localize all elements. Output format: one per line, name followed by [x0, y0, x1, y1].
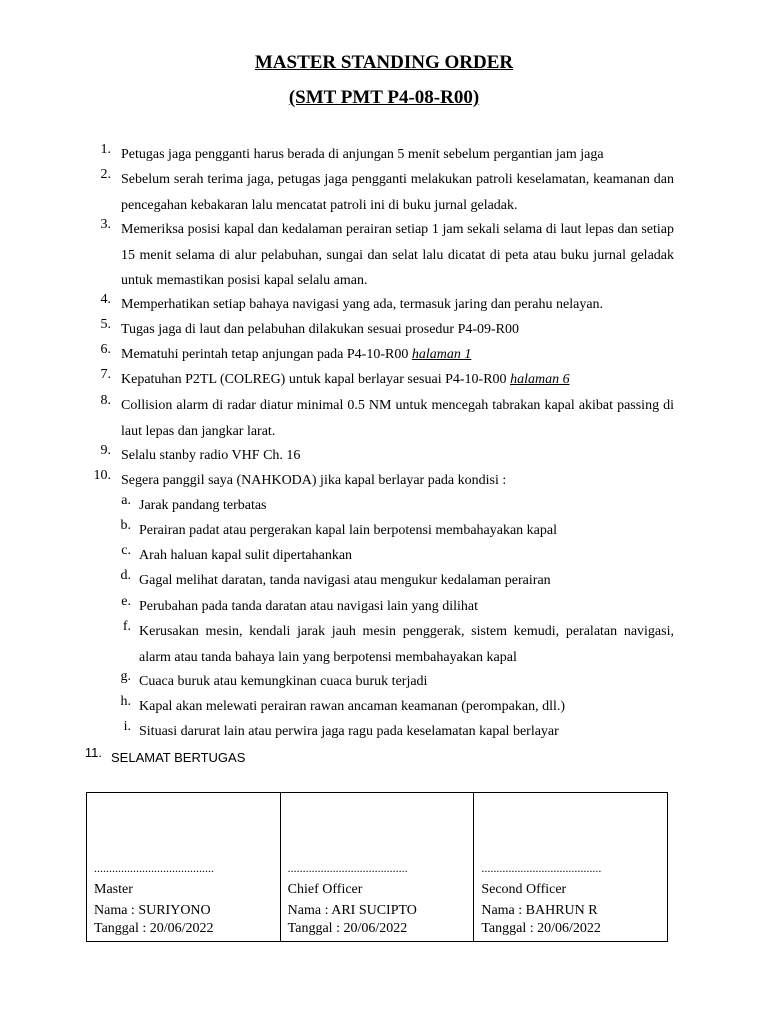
sub-item-letter: g. [120, 669, 131, 684]
sub-item-text: Jarak pandang terbatas [139, 498, 267, 513]
signature-date: Tanggal : 20/06/2022 [287, 921, 408, 936]
signature-cell-chief-officer [280, 793, 474, 941]
signature-cell-second-officer [473, 793, 667, 941]
signature-line: ........................................ [481, 861, 602, 875]
item-number: 1. [100, 142, 111, 157]
signature-cell-master [87, 793, 280, 941]
item-text: Memperhatikan setiap bahaya navigasi yang ada, termasuk jaring dan perahu nelayan. [121, 297, 604, 312]
signature-table [86, 792, 668, 942]
sub-item-text: Cuaca buruk atau kemungkinan cuaca buruk terjadi [139, 674, 428, 689]
sub-item-text: Arah haluan kapal sulit dipertahankan [139, 548, 353, 563]
signature-date: Tanggal : 20/06/2022 [94, 921, 214, 936]
item-text [121, 367, 674, 393]
item-text: Selalu stanby radio VHF Ch. 16 [121, 448, 301, 463]
sub-item-text: Perairan padat atau pergerakan kapal lain berpotensi membahayakan kapal [139, 523, 557, 538]
sub-item-letter: f. [122, 619, 131, 634]
item-number: 3. [100, 217, 111, 232]
sub-item-letter: h. [120, 694, 131, 709]
sub-item-text: Situasi darurat lain atau perwira jaga ragu pada keselamatan kapal berlayar [139, 724, 559, 739]
item-number: 10. [93, 468, 111, 483]
signature-role: Master [94, 882, 133, 897]
item-number: 9. [100, 443, 111, 458]
item-number: 8. [100, 393, 111, 408]
document-subtitle: (SMT PMT P4-08-R00) [288, 87, 480, 108]
sub-item-letter: b. [120, 518, 131, 533]
signature-name: Nama : BAHRUN R [481, 903, 598, 918]
signature-role: Chief Officer [287, 882, 363, 897]
signature-line: ........................................ [287, 861, 408, 875]
signature-name: Nama : ARI SUCIPTO [287, 903, 417, 918]
item-number: 7. [100, 367, 111, 382]
item-number: 2. [100, 167, 111, 182]
signature-role: Second Officer [481, 882, 567, 897]
signature-date: Tanggal : 20/06/2022 [481, 921, 601, 936]
item-number: 5. [100, 317, 111, 332]
sub-item-text: Perubahan pada tanda daratan atau navigasi lain yang dilihat [139, 599, 478, 614]
sub-item-text: Gagal melihat daratan, tanda navigasi atau mengukur kedalaman perairan [139, 573, 551, 588]
sub-item-letter: a. [121, 493, 131, 508]
sub-item-letter: e. [121, 594, 131, 609]
sub-item-letter: c. [121, 543, 131, 558]
document-title: MASTER STANDING ORDER [254, 52, 514, 73]
item-text [121, 342, 674, 368]
item-text: Collision alarm di radar diatur minimal 0.5 NM untuk mencegah tabrakan kapal akibat passing di laut lepas dan jangkar larat. [121, 398, 674, 439]
sub-item-letter: d. [120, 568, 131, 583]
item-text: Segera panggil saya (NAHKODA) jika kapal berlayar pada kondisi : [121, 473, 507, 488]
page-link[interactable]: halaman 6 [510, 372, 570, 387]
item-text-body: Kepatuhan P2TL (COLREG) untuk kapal berlayar sesuai P4-10-R00 [121, 372, 511, 387]
item-text-body: Mematuhi perintah tetap anjungan pada P4-10-R00 [121, 347, 412, 362]
page-link[interactable]: halaman 1 [411, 347, 472, 362]
signature-line: ........................................ [94, 861, 214, 875]
item-number: 11. [84, 745, 102, 760]
item-text: Petugas jaga pengganti harus berada di anjungan 5 menit sebelum pergantian jam jaga [121, 147, 604, 162]
sub-item-letter: i. [123, 719, 131, 734]
item-number: 6. [100, 342, 111, 357]
item-text: Sebelum serah terima jaga, petugas jaga pengganti melakukan patroli keselamatan, keamanan dan pencegahan kebakaran lalu mencatat patroli ini di buku jurnal geladak. [121, 172, 674, 213]
item-text: Tugas jaga di laut dan pelabuhan dilakukan sesuai prosedur P4-09-R00 [121, 322, 520, 337]
sub-item-text: Kerusakan mesin, kendali jarak jauh mesin penggerak, sistem kemudi, peralatan navigasi, alarm atau tanda bahaya lain yang berpotensi membahayakan kapal [139, 624, 674, 665]
signature-name: Nama : SURIYONO [94, 903, 211, 918]
item-text: Memeriksa posisi kapal dan kedalaman perairan setiap 1 jam sekali selama di laut lepas dan setiap 15 menit selama di alur pelabuhan, sungai dan selat lalu dicatat di peta atau buku jurnal geladak untuk memastikan posisi kapal selalu aman. [121, 222, 674, 288]
item-number: 4. [100, 292, 111, 307]
item-text: SELAMAT BERTUGAS [111, 750, 246, 765]
sub-item-text: Kapal akan melewati perairan rawan ancaman keamanan (perompakan, dll.) [139, 699, 566, 714]
